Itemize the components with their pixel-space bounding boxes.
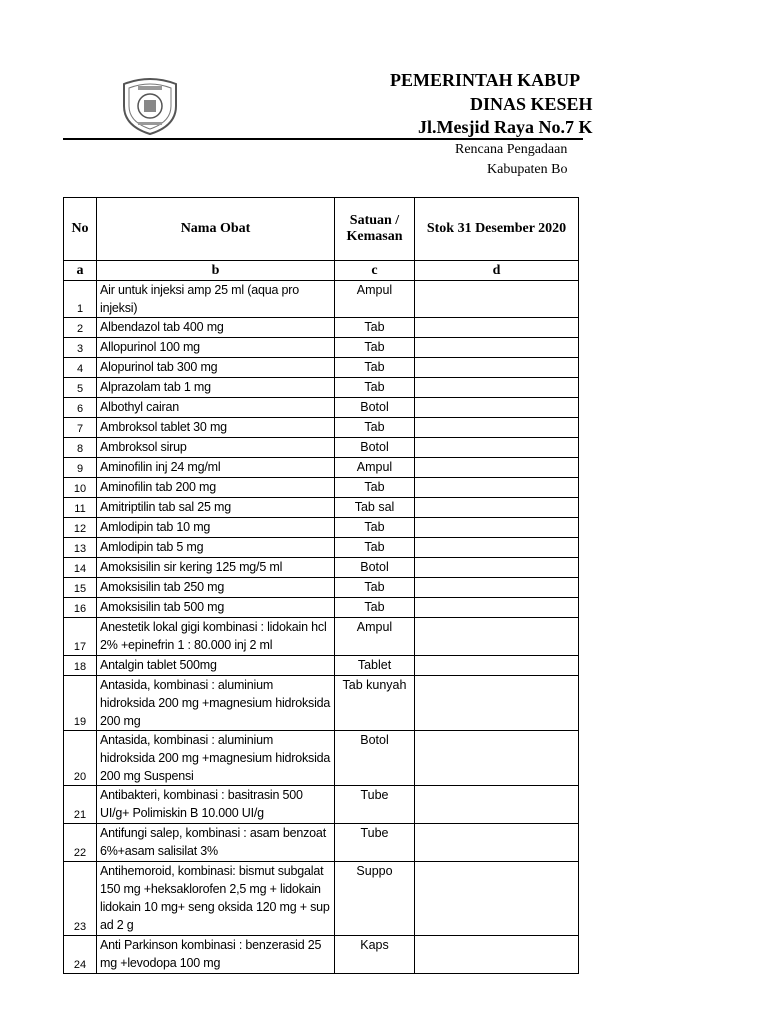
row-satuan: Tablet [335, 656, 415, 676]
table-subheader-row [64, 261, 579, 281]
row-stok [415, 281, 579, 318]
row-no: 23 [64, 862, 97, 936]
row-satuan: Tab [335, 338, 415, 358]
row-no: 15 [64, 578, 97, 598]
row-stok [415, 458, 579, 478]
row-no: 20 [64, 731, 97, 786]
row-satuan: Botol [335, 398, 415, 418]
row-nama-obat: Amoksisilin tab 500 mg [97, 598, 335, 618]
row-nama-obat: Air untuk injeksi amp 25 ml (aqua pro injeksi) [97, 281, 335, 318]
row-stok [415, 318, 579, 338]
row-satuan: Tab [335, 598, 415, 618]
table-row [64, 786, 579, 824]
row-nama-obat: Antasida, kombinasi : aluminium hidroksida 200 mg +magnesium hidroksida 200 mg [97, 676, 335, 731]
row-nama-obat: Anti Parkinson kombinasi : benzerasid 25 mg +levodopa 100 mg [97, 936, 335, 974]
row-stok [415, 498, 579, 518]
row-nama-obat: Antifungi salep, kombinasi : asam benzoat 6%+asam salisilat 3% [97, 824, 335, 862]
row-stok [415, 731, 579, 786]
row-nama-obat: Albothyl cairan [97, 398, 335, 418]
table-row [64, 538, 579, 558]
header-regency: Kabupaten Bo [487, 162, 568, 177]
row-nama-obat: Amlodipin tab 10 mg [97, 518, 335, 538]
row-satuan: Tube [335, 786, 415, 824]
col-sub-a: a [64, 261, 97, 281]
row-nama-obat: Albendazol tab 400 mg [97, 318, 335, 338]
header-address: Jl.Mesjid Raya No.7 K [418, 117, 593, 137]
row-satuan: Botol [335, 558, 415, 578]
row-no: 12 [64, 518, 97, 538]
row-stok [415, 378, 579, 398]
row-stok [415, 618, 579, 656]
row-no: 9 [64, 458, 97, 478]
row-stok [415, 338, 579, 358]
row-no: 19 [64, 676, 97, 731]
row-no: 24 [64, 936, 97, 974]
row-stok [415, 438, 579, 458]
table-row [64, 824, 579, 862]
row-nama-obat: Alprazolam tab 1 mg [97, 378, 335, 398]
table-row [64, 438, 579, 458]
row-satuan: Ampul [335, 458, 415, 478]
table-row [64, 378, 579, 398]
row-satuan: Ampul [335, 281, 415, 318]
table-row [64, 731, 579, 786]
row-satuan: Botol [335, 438, 415, 458]
row-no: 22 [64, 824, 97, 862]
row-nama-obat: Alopurinol tab 300 mg [97, 358, 335, 378]
row-satuan: Tab [335, 418, 415, 438]
col-sub-d: d [415, 261, 579, 281]
row-no: 21 [64, 786, 97, 824]
row-stok [415, 538, 579, 558]
col-sub-b: b [97, 261, 335, 281]
row-satuan: Tab sal [335, 498, 415, 518]
row-stok [415, 786, 579, 824]
table-row [64, 656, 579, 676]
table-row [64, 862, 579, 936]
table-row [64, 618, 579, 656]
row-stok [415, 518, 579, 538]
row-stok [415, 598, 579, 618]
row-stok [415, 398, 579, 418]
regency-crest-icon [118, 76, 182, 136]
row-no: 5 [64, 378, 97, 398]
row-nama-obat: Amoksisilin sir kering 125 mg/5 ml [97, 558, 335, 578]
col-sub-c: c [335, 261, 415, 281]
row-no: 11 [64, 498, 97, 518]
row-nama-obat: Ambroksol tablet 30 mg [97, 418, 335, 438]
row-nama-obat: Antalgin tablet 500mg [97, 656, 335, 676]
table-row [64, 598, 579, 618]
drug-table [63, 197, 579, 974]
row-no: 10 [64, 478, 97, 498]
table-row [64, 558, 579, 578]
row-stok [415, 558, 579, 578]
col-header-no: No [64, 198, 97, 261]
row-nama-obat: Ambroksol sirup [97, 438, 335, 458]
row-nama-obat: Antibakteri, kombinasi : basitrasin 500 UI/g+ Polimiskin B 10.000 UI/g [97, 786, 335, 824]
row-no: 6 [64, 398, 97, 418]
row-nama-obat: Amitriptilin tab sal 25 mg [97, 498, 335, 518]
table-row [64, 358, 579, 378]
header-government-title: PEMERINTAH KABUP [390, 70, 581, 90]
row-nama-obat: Antihemoroid, kombinasi: bismut subgalat 150 mg +heksaklorofen 2,5 mg + lidokain lidokain 10 mg+ seng oksida 120 mg + sup ad 2 g [97, 862, 335, 936]
row-satuan: Ampul [335, 618, 415, 656]
row-stok [415, 418, 579, 438]
row-satuan: Tab [335, 478, 415, 498]
row-no: 7 [64, 418, 97, 438]
row-no: 16 [64, 598, 97, 618]
row-satuan: Tab [335, 538, 415, 558]
row-no: 1 [64, 281, 97, 318]
row-no: 2 [64, 318, 97, 338]
row-satuan: Tube [335, 824, 415, 862]
row-no: 17 [64, 618, 97, 656]
row-stok [415, 862, 579, 936]
row-satuan: Tab [335, 578, 415, 598]
row-stok [415, 936, 579, 974]
row-satuan: Suppo [335, 862, 415, 936]
table-row [64, 281, 579, 318]
row-satuan: Tab [335, 318, 415, 338]
table-row [64, 318, 579, 338]
row-stok [415, 358, 579, 378]
row-satuan: Tab [335, 358, 415, 378]
row-nama-obat: Amoksisilin tab 250 mg [97, 578, 335, 598]
table-row [64, 578, 579, 598]
row-nama-obat: Aminofilin tab 200 mg [97, 478, 335, 498]
table-row [64, 338, 579, 358]
row-nama-obat: Allopurinol 100 mg [97, 338, 335, 358]
row-no: 4 [64, 358, 97, 378]
table-row [64, 418, 579, 438]
row-nama-obat: Amlodipin tab 5 mg [97, 538, 335, 558]
header-plan-title: Rencana Pengadaan [455, 142, 568, 157]
table-row [64, 478, 579, 498]
row-no: 13 [64, 538, 97, 558]
header-department-title: DINAS KESEH [470, 94, 593, 114]
row-stok [415, 824, 579, 862]
table-row [64, 498, 579, 518]
header-divider [63, 138, 583, 140]
row-no: 8 [64, 438, 97, 458]
row-no: 18 [64, 656, 97, 676]
col-header-nama: Nama Obat [97, 198, 335, 261]
col-header-satuan: Satuan / Kemasan [335, 198, 415, 261]
table-row [64, 936, 579, 974]
row-satuan: Kaps [335, 936, 415, 974]
row-stok [415, 656, 579, 676]
col-header-stok: Stok 31 Desember 2020 [415, 198, 579, 261]
table-row [64, 676, 579, 731]
table-row [64, 458, 579, 478]
row-satuan: Tab kunyah [335, 676, 415, 731]
row-nama-obat: Aminofilin inj 24 mg/ml [97, 458, 335, 478]
row-stok [415, 478, 579, 498]
table-header-row [64, 198, 579, 261]
table-row [64, 518, 579, 538]
row-no: 14 [64, 558, 97, 578]
row-satuan: Botol [335, 731, 415, 786]
row-nama-obat: Anestetik lokal gigi kombinasi : lidokain hcl 2% +epinefrin 1 : 80.000 inj 2 ml [97, 618, 335, 656]
row-satuan: Tab [335, 518, 415, 538]
row-no: 3 [64, 338, 97, 358]
row-nama-obat: Antasida, kombinasi : aluminium hidroksida 200 mg +magnesium hidroksida 200 mg Suspensi [97, 731, 335, 786]
row-stok [415, 676, 579, 731]
row-stok [415, 578, 579, 598]
table-row [64, 398, 579, 418]
row-satuan: Tab [335, 378, 415, 398]
